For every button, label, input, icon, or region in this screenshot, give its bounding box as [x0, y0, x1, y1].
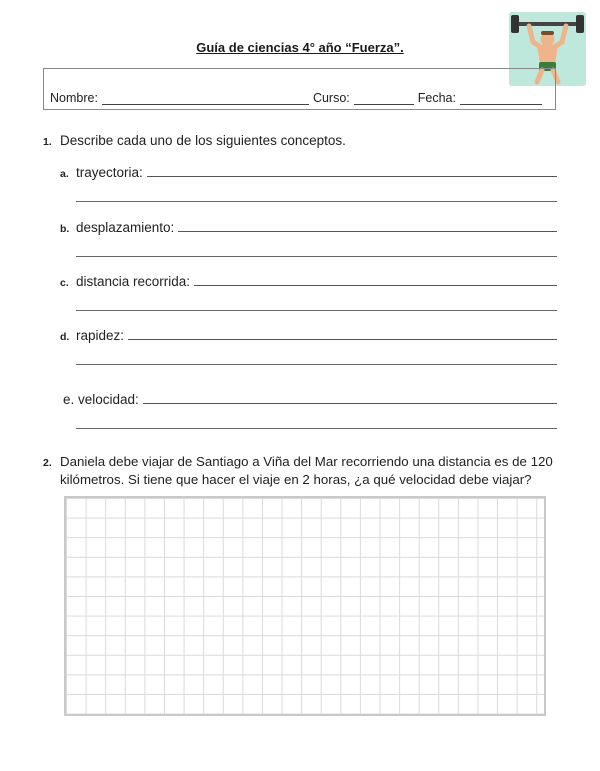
curso-label: Curso:: [312, 91, 350, 105]
nombre-field[interactable]: [102, 92, 309, 105]
student-info-box: [43, 68, 556, 110]
answer-line[interactable]: [128, 338, 557, 340]
answer-line[interactable]: [143, 402, 557, 404]
item-rapidez: [60, 323, 557, 343]
item-letter: d.: [60, 331, 70, 343]
answer-line[interactable]: [178, 230, 557, 232]
item-label: rapidez:: [76, 328, 125, 343]
question-2-line-1: Daniela debe viajar de Santiago a Viña del Mar recorriendo una distancia es de 120: [60, 454, 553, 469]
question-1-number: 1.: [43, 136, 52, 148]
nombre-label: Nombre:: [50, 91, 98, 105]
fecha-label: Fecha:: [417, 91, 456, 105]
question-1-text: Describe cada uno de los siguientes conceptos.: [60, 133, 346, 148]
answer-line[interactable]: [76, 310, 557, 311]
answer-line[interactable]: [76, 201, 557, 202]
item-label: e. velocidad:: [63, 392, 139, 407]
fecha-field[interactable]: [460, 92, 542, 105]
item-label: trayectoria:: [76, 165, 143, 180]
item-trayectoria: [60, 160, 557, 180]
item-distancia-recorrida: [60, 269, 557, 289]
answer-line[interactable]: [147, 175, 557, 177]
item-letter: a.: [60, 168, 69, 180]
item-label: desplazamiento:: [76, 220, 175, 235]
student-info-row: [50, 91, 546, 105]
answer-grid[interactable]: [64, 496, 546, 716]
answer-line[interactable]: [76, 364, 557, 365]
item-letter: c.: [60, 277, 69, 289]
answer-line[interactable]: [194, 284, 557, 286]
item-letter: b.: [60, 223, 70, 235]
item-velocidad: [63, 387, 557, 407]
item-label: distancia recorrida:: [76, 274, 191, 289]
question-2-line-2: kilómetros. Si tiene que hacer el viaje en 2 horas, ¿a qué velocidad debe viajar?: [60, 472, 532, 487]
item-desplazamiento: [60, 215, 557, 235]
answer-line[interactable]: [76, 428, 557, 429]
question-2-text: [60, 453, 553, 489]
page-title: Guía de ciencias 4° año “Fuerza”.: [196, 40, 404, 55]
answer-line[interactable]: [76, 256, 557, 257]
curso-field[interactable]: [354, 92, 414, 105]
question-2-number: 2.: [43, 457, 52, 469]
